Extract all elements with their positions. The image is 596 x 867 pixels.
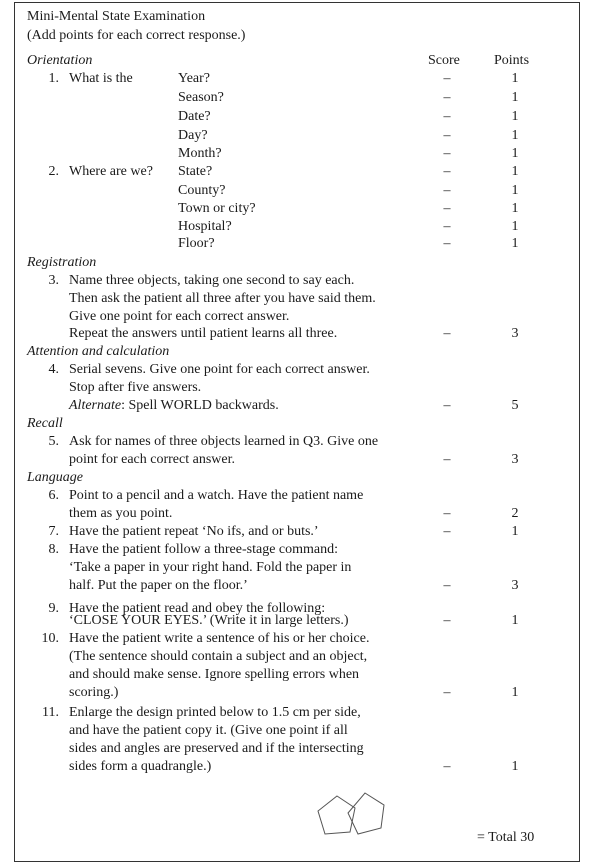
score-blank: – [443,164,451,179]
points-column-header: Points [494,53,530,68]
q11-line: Enlarge the design printed below to 1.5 cm per side, [69,705,361,720]
q8-line: Have the patient follow a three-stage command: [69,542,339,557]
score-blank: – [443,109,451,124]
document-title: Mini-Mental State Examination [27,9,206,24]
q3-line: Give one point for each correct answer. [69,309,290,324]
points-value: 1 [511,146,519,161]
score-blank: – [443,685,451,700]
q3-line: Then ask the patient all three after you have said them. [69,291,376,306]
points-value: 1 [511,201,519,216]
q11-line: and have the patient copy it. (Give one point if all [69,723,348,738]
q7-line: Have the patient repeat ‘No ifs, and or buts.’ [69,524,319,539]
points-value: 1 [511,71,519,86]
section-recall: Recall [27,416,63,431]
q4-line: Serial sevens. Give one point for each correct answer. [69,362,370,377]
points-value: 2 [511,506,519,521]
points-value: 1 [511,759,519,774]
q6-line: them as you point. [69,506,173,521]
item-number: 7. [48,524,59,539]
q5-line: point for each correct answer. [69,452,235,467]
q3-line: Name three objects, taking one second to say each. [69,273,355,288]
document-subtitle: (Add points for each correct response.) [27,28,246,43]
q3-line: Repeat the answers until patient learns all three. [69,326,338,341]
item-number: 8. [48,542,59,557]
q1-month: Month? [178,146,222,161]
q11-line: sides form a quadrangle.) [69,759,212,774]
points-value: 1 [511,236,519,251]
q2-label: Where are we? [69,164,153,179]
intersecting-pentagons-icon [310,788,400,848]
points-value: 1 [511,164,519,179]
score-column-header: Score [428,53,460,68]
item-number: 5. [48,434,59,449]
q1-day: Day? [178,128,208,143]
q1-season: Season? [178,90,224,105]
section-attention: Attention and calculation [27,344,170,359]
item-number: 11. [42,705,59,720]
score-blank: – [443,613,451,628]
points-value: 1 [511,90,519,105]
score-blank: – [443,90,451,105]
section-orientation: Orientation [27,53,93,68]
item-number: 9. [48,601,59,616]
alternate-label: Alternate [69,398,122,413]
q5-line: Ask for names of three objects learned in Q3. Give one [69,434,379,449]
q2-state: State? [178,164,213,179]
score-blank: – [443,183,451,198]
alternate-text: : Spell WORLD backwards. [121,398,279,413]
q2-hospital: Hospital? [178,219,232,234]
section-registration: Registration [27,255,97,270]
q2-county: County? [178,183,226,198]
score-blank: – [443,201,451,216]
score-blank: – [443,506,451,521]
q9-line: ‘CLOSE YOUR EYES.’ (Write it in large letters.) [69,613,349,628]
item-number: 2. [48,164,59,179]
points-value: 1 [511,524,519,539]
q6-line: Point to a pencil and a watch. Have the patient name [69,488,364,503]
q1-year: Year? [178,71,211,86]
score-blank: – [443,452,451,467]
total-score: = Total 30 [477,830,535,845]
points-value: 3 [511,326,519,341]
q11-line: sides and angles are preserved and if the intersecting [69,741,364,756]
points-value: 1 [511,685,519,700]
score-blank: – [443,128,451,143]
points-value: 3 [511,578,519,593]
item-number: 3. [48,273,59,288]
q10-line: and should make sense. Ignore spelling errors when [69,667,360,682]
score-blank: – [443,71,451,86]
q8-line: ‘Take a paper in your right hand. Fold the paper in [69,560,352,575]
points-value: 3 [511,452,519,467]
section-language: Language [27,470,83,485]
q2-town: Town or city? [178,201,256,216]
points-value: 1 [511,128,519,143]
score-blank: – [443,146,451,161]
score-blank: – [443,326,451,341]
q10-line: (The sentence should contain a subject and an object, [69,649,368,664]
score-blank: – [443,219,451,234]
q9-line: Have the patient read and obey the following: [69,601,326,616]
score-blank: – [443,236,451,251]
item-number: 1. [48,71,59,86]
score-blank: – [443,578,451,593]
points-value: 5 [511,398,519,413]
q2-floor: Floor? [178,236,215,251]
points-value: 1 [511,613,519,628]
q1-label: What is the [69,71,133,86]
points-value: 1 [511,219,519,234]
q4-line: Stop after five answers. [69,380,202,395]
score-blank: – [443,759,451,774]
q8-line: half. Put the paper on the floor.’ [69,578,248,593]
item-number: 10. [41,631,59,646]
q4-alternate [69,397,279,415]
score-blank: – [443,398,451,413]
item-number: 4. [48,362,59,377]
score-blank: – [443,524,451,539]
item-number: 6. [48,488,59,503]
q10-line: scoring.) [69,685,119,700]
points-value: 1 [511,109,519,124]
q1-date: Date? [178,109,211,124]
q10-line: Have the patient write a sentence of his or her choice. [69,631,370,646]
points-value: 1 [511,183,519,198]
